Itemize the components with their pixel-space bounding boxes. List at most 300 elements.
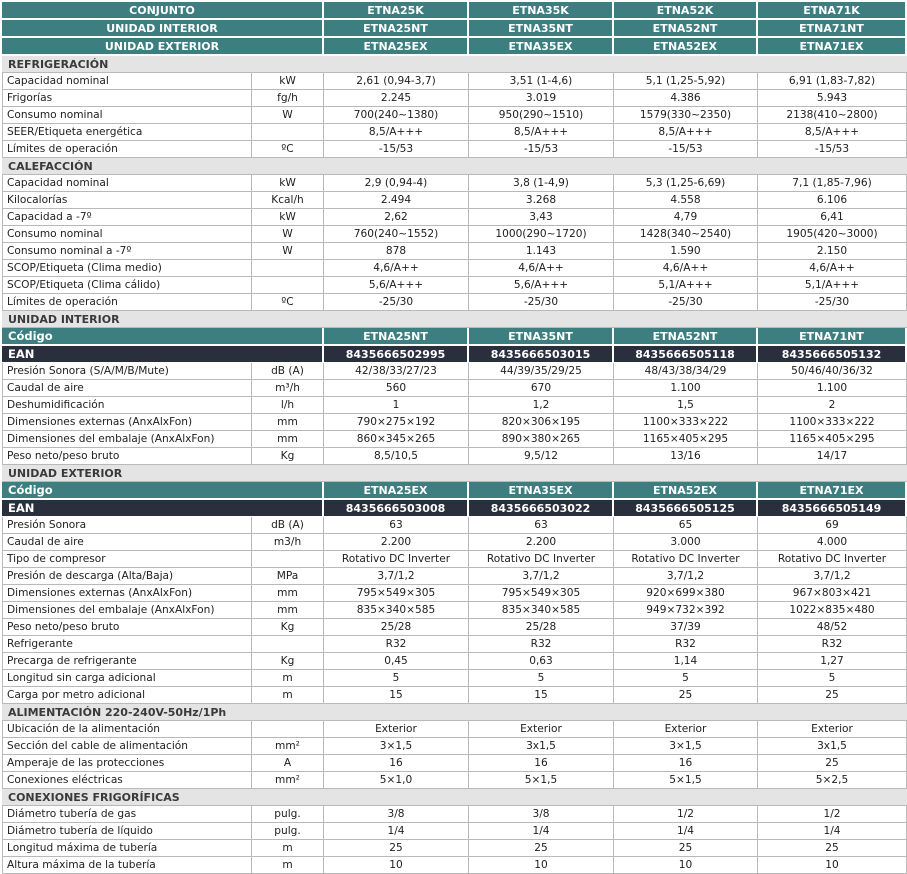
model-code: ETNA71EX [758,38,907,56]
spec-row [2,534,907,551]
spec-label: Límites de operación [2,141,252,158]
spec-value: 6.106 [758,192,907,209]
spec-label: Capacidad a -7º [2,209,252,226]
spec-unit: m [252,687,324,704]
spec-row [2,755,907,772]
spec-value: -15/53 [324,141,469,158]
spec-value: Exterior [614,721,758,738]
section-title: ALIMENTACIÓN 220-240V-50Hz/1Ph [2,704,907,721]
spec-unit: kW [252,73,324,90]
spec-unit: pulg. [252,823,324,840]
spec-value: 2.200 [324,534,469,551]
spec-value: 795×549×305 [469,585,614,602]
spec-unit: Kg [252,619,324,636]
spec-value: R32 [758,636,907,653]
spec-value: 44/39/35/29/25 [469,363,614,380]
spec-label: Carga por metro adicional [2,687,252,704]
spec-value: 5,6/A+++ [469,277,614,294]
spec-value: 4.000 [758,534,907,551]
spec-label: Tipo de compresor [2,551,252,568]
spec-unit: ºC [252,294,324,311]
spec-label: Consumo nominal a -7º [2,243,252,260]
spec-value: 760(240~1552) [324,226,469,243]
section-title: CONEXIONES FRIGORÍFICAS [2,789,907,806]
spec-label: Amperaje de las protecciones [2,755,252,772]
spec-value: -25/30 [758,294,907,311]
spec-label: Presión Sonora [2,517,252,534]
header-label: EAN [2,346,324,363]
spec-value: 3x1,5 [758,738,907,755]
spec-row [2,670,907,687]
spec-value: 15 [324,687,469,704]
spec-value: 25 [324,840,469,857]
section-header-row [2,311,907,328]
spec-value: 37/39 [614,619,758,636]
spec-value: 560 [324,380,469,397]
spec-unit: pulg. [252,806,324,823]
spec-value: -15/53 [614,141,758,158]
spec-value: 3.268 [469,192,614,209]
spec-unit: l/h [252,397,324,414]
spec-value: 1,5 [614,397,758,414]
model-code: ETNA25NT [324,328,469,346]
spec-value: 3,7/1,2 [614,568,758,585]
spec-value: R32 [469,636,614,653]
spec-unit: mm [252,431,324,448]
spec-value: 790×275×192 [324,414,469,431]
model-code: 8435666503022 [469,500,614,517]
section-title: UNIDAD EXTERIOR [2,465,907,482]
spec-value: 5×1,5 [614,772,758,789]
model-code: ETNA35NT [469,328,614,346]
spec-row [2,636,907,653]
spec-value: 10 [324,857,469,874]
spec-unit: fg/h [252,90,324,107]
model-code: ETNA71K [758,2,907,20]
model-header-row [2,2,907,20]
spec-unit [252,721,324,738]
spec-value: 835×340×585 [469,602,614,619]
spec-value: 1/4 [324,823,469,840]
spec-value: 2138(410~2800) [758,107,907,124]
spec-value: 1579(330~2350) [614,107,758,124]
spec-table [2,2,907,874]
spec-row [2,260,907,277]
spec-row [2,551,907,568]
spec-value: 9,5/12 [469,448,614,465]
spec-label: Dimensiones externas (AnxAlxFon) [2,414,252,431]
spec-value: Rotativo DC Inverter [469,551,614,568]
spec-value: 69 [758,517,907,534]
spec-value: -15/53 [469,141,614,158]
spec-row [2,294,907,311]
spec-value: 25 [614,687,758,704]
spec-label: Límites de operación [2,294,252,311]
spec-unit: Kcal/h [252,192,324,209]
spec-value: 5×1,5 [469,772,614,789]
model-header-row [2,20,907,38]
spec-value: 25 [758,840,907,857]
spec-value: 25 [614,840,758,857]
spec-value: Rotativo DC Inverter [324,551,469,568]
spec-row [2,243,907,260]
model-code: ETNA71NT [758,20,907,38]
spec-value: 1,2 [469,397,614,414]
spec-label: Diámetro tubería de gas [2,806,252,823]
spec-unit: mm² [252,772,324,789]
spec-value: 1428(340~2540) [614,226,758,243]
spec-value: 65 [614,517,758,534]
spec-value: 4,79 [614,209,758,226]
spec-value: 1/4 [469,823,614,840]
section-title: CALEFACCIÓN [2,158,907,175]
spec-value: 670 [469,380,614,397]
spec-value: 8,5/A+++ [758,124,907,141]
spec-unit: Kg [252,448,324,465]
spec-value: 42/38/33/27/23 [324,363,469,380]
spec-value: 1.590 [614,243,758,260]
spec-value: R32 [614,636,758,653]
spec-label: Capacidad nominal [2,73,252,90]
spec-row [2,806,907,823]
model-code: 8435666505125 [614,500,758,517]
spec-row [2,363,907,380]
spec-unit: W [252,243,324,260]
spec-value: 3.019 [469,90,614,107]
spec-unit: mm [252,602,324,619]
spec-label: Precarga de refrigerante [2,653,252,670]
spec-label: Longitud sin carga adicional [2,670,252,687]
spec-value: 8,5/A+++ [614,124,758,141]
spec-unit: A [252,755,324,772]
spec-value: 13/16 [614,448,758,465]
spec-value: 2,61 (0,94-3,7) [324,73,469,90]
spec-value: 1/4 [614,823,758,840]
spec-value: 1165×405×295 [614,431,758,448]
spec-value: 5 [758,670,907,687]
model-code: 8435666505132 [758,346,907,363]
spec-value: 4.386 [614,90,758,107]
spec-value: 16 [469,755,614,772]
spec-value: 3,7/1,2 [324,568,469,585]
spec-label: Frigorías [2,90,252,107]
spec-unit: m [252,840,324,857]
spec-value: -15/53 [758,141,907,158]
spec-row [2,772,907,789]
spec-value: 2.245 [324,90,469,107]
spec-unit [252,551,324,568]
spec-value: 50/46/40/36/32 [758,363,907,380]
spec-value: 835×340×585 [324,602,469,619]
spec-value: 700(240~1380) [324,107,469,124]
spec-value: 1,14 [614,653,758,670]
section-header-row [2,158,907,175]
spec-value: 3,51 (1-4,6) [469,73,614,90]
header-label: Código [2,328,324,346]
spec-label: Peso neto/peso bruto [2,448,252,465]
spec-value: 2 [758,397,907,414]
spec-row [2,226,907,243]
spec-unit: m3/h [252,534,324,551]
model-code: 8435666505149 [758,500,907,517]
spec-unit [252,277,324,294]
spec-row [2,823,907,840]
spec-row [2,653,907,670]
spec-unit: W [252,107,324,124]
spec-value: 4,6/A++ [469,260,614,277]
spec-value: Rotativo DC Inverter [614,551,758,568]
spec-label: Presión de descarga (Alta/Baja) [2,568,252,585]
spec-value: 3/8 [324,806,469,823]
spec-value: 5,1/A+++ [614,277,758,294]
spec-value: 0,45 [324,653,469,670]
spec-label: Dimensiones del embalaje (AnxAlxFon) [2,602,252,619]
spec-value: 14/17 [758,448,907,465]
spec-row [2,141,907,158]
spec-unit [252,124,324,141]
spec-value: 5 [614,670,758,687]
spec-value: 6,41 [758,209,907,226]
spec-row [2,90,907,107]
spec-row [2,380,907,397]
spec-value: 7,1 (1,85-7,96) [758,175,907,192]
ean-row [2,500,907,517]
spec-label: Consumo nominal [2,107,252,124]
model-code: ETNA52NT [614,328,758,346]
spec-row [2,124,907,141]
spec-value: 5×2,5 [758,772,907,789]
spec-value: 3,8 (1-4,9) [469,175,614,192]
spec-value: 795×549×305 [324,585,469,602]
model-code: 8435666502995 [324,346,469,363]
section-header-row [2,704,907,721]
spec-label: Deshumidificación [2,397,252,414]
model-code: ETNA25K [324,2,469,20]
spec-value: 3,7/1,2 [469,568,614,585]
spec-value: 25 [469,840,614,857]
spec-value: 5,1 (1,25-5,92) [614,73,758,90]
model-code: ETNA35EX [469,38,614,56]
spec-value: 2,62 [324,209,469,226]
spec-value: 1/2 [758,806,907,823]
spec-label: Dimensiones externas (AnxAlxFon) [2,585,252,602]
spec-value: -25/30 [469,294,614,311]
spec-label: Presión Sonora (S/A/M/B/Mute) [2,363,252,380]
model-code: ETNA52K [614,2,758,20]
spec-unit: Kg [252,653,324,670]
spec-value: 950(290~1510) [469,107,614,124]
spec-value: 1.100 [614,380,758,397]
spec-value: 1100×333×222 [614,414,758,431]
spec-label: Kilocalorías [2,192,252,209]
spec-unit [252,636,324,653]
spec-label: SEER/Etiqueta energética [2,124,252,141]
spec-value: 3×1,5 [614,738,758,755]
spec-value: 63 [469,517,614,534]
spec-label: SCOP/Etiqueta (Clima medio) [2,260,252,277]
spec-row [2,585,907,602]
spec-value: 1905(420~3000) [758,226,907,243]
spec-value: 10 [758,857,907,874]
spec-value: 5,3 (1,25-6,69) [614,175,758,192]
section-title: UNIDAD INTERIOR [2,311,907,328]
spec-value: 10 [469,857,614,874]
spec-value: 25 [758,687,907,704]
spec-row [2,687,907,704]
header-label: Código [2,482,324,500]
model-code: ETNA71EX [758,482,907,500]
spec-unit: dB (A) [252,517,324,534]
spec-value: 1.100 [758,380,907,397]
spec-value: 10 [614,857,758,874]
spec-value: 5×1,0 [324,772,469,789]
model-header-row [2,328,907,346]
spec-value: 0,63 [469,653,614,670]
model-code: ETNA25EX [324,38,469,56]
spec-value: 2.494 [324,192,469,209]
model-code: ETNA35EX [469,482,614,500]
model-code: ETNA35K [469,2,614,20]
model-code: ETNA52NT [614,20,758,38]
spec-value: 25 [758,755,907,772]
section-header-row [2,465,907,482]
spec-value: 1,27 [758,653,907,670]
spec-value: 3.000 [614,534,758,551]
spec-label: Caudal de aire [2,380,252,397]
spec-value: 16 [614,755,758,772]
spec-value: 8,5/10,5 [324,448,469,465]
header-label: UNIDAD INTERIOR [2,20,324,38]
spec-value: 48/52 [758,619,907,636]
spec-row [2,448,907,465]
spec-value: 1/2 [614,806,758,823]
spec-value: 860×345×265 [324,431,469,448]
model-header-row [2,38,907,56]
spec-unit: m [252,857,324,874]
spec-value: 48/43/38/34/29 [614,363,758,380]
spec-row [2,840,907,857]
spec-value: Exterior [469,721,614,738]
spec-row [2,619,907,636]
spec-label: Ubicación de la alimentación [2,721,252,738]
spec-value: 5,1/A+++ [758,277,907,294]
spec-value: Exterior [758,721,907,738]
header-label: CONJUNTO [2,2,324,20]
spec-value: 4,6/A++ [614,260,758,277]
spec-unit: ºC [252,141,324,158]
spec-value: 2,9 (0,94-4) [324,175,469,192]
spec-unit: W [252,226,324,243]
model-code: ETNA52EX [614,482,758,500]
spec-value: 8,5/A+++ [469,124,614,141]
model-code: 8435666503008 [324,500,469,517]
spec-row [2,857,907,874]
spec-value: R32 [324,636,469,653]
spec-value: 2.200 [469,534,614,551]
spec-value: 5,6/A+++ [324,277,469,294]
section-header-row [2,789,907,806]
spec-value: 5 [324,670,469,687]
spec-value: 16 [324,755,469,772]
spec-value: 820×306×195 [469,414,614,431]
spec-label: SCOP/Etiqueta (Clima cálido) [2,277,252,294]
spec-row [2,73,907,90]
spec-unit: mm [252,585,324,602]
model-code: ETNA52EX [614,38,758,56]
model-code: 8435666505118 [614,346,758,363]
spec-label: Consumo nominal [2,226,252,243]
model-header-row [2,482,907,500]
spec-value: 3/8 [469,806,614,823]
spec-value: 1.143 [469,243,614,260]
spec-value: -25/30 [614,294,758,311]
spec-label: Capacidad nominal [2,175,252,192]
spec-value: 949×732×392 [614,602,758,619]
spec-label: Dimensiones del embalaje (AnxAlxFon) [2,431,252,448]
spec-unit: m³/h [252,380,324,397]
spec-row [2,277,907,294]
spec-unit: mm [252,414,324,431]
spec-row [2,568,907,585]
spec-label: Caudal de aire [2,534,252,551]
spec-value: 3,7/1,2 [758,568,907,585]
spec-value: 4,6/A++ [324,260,469,277]
section-header-row [2,56,907,73]
spec-value: 967×803×421 [758,585,907,602]
spec-label: Longitud máxima de tubería [2,840,252,857]
spec-value: Exterior [324,721,469,738]
spec-value: 8,5/A+++ [324,124,469,141]
spec-row [2,721,907,738]
ean-row [2,346,907,363]
spec-value: -25/30 [324,294,469,311]
spec-value: 25/28 [469,619,614,636]
spec-unit: m [252,670,324,687]
spec-value: 1165×405×295 [758,431,907,448]
spec-value: 25/28 [324,619,469,636]
spec-row [2,209,907,226]
spec-label: Conexiones eléctricas [2,772,252,789]
model-code: ETNA71NT [758,328,907,346]
spec-row [2,602,907,619]
spec-row [2,738,907,755]
spec-value: 878 [324,243,469,260]
spec-unit: mm² [252,738,324,755]
spec-label: Altura máxima de la tubería [2,857,252,874]
spec-row [2,192,907,209]
model-code: ETNA25EX [324,482,469,500]
spec-value: 15 [469,687,614,704]
spec-value: 3,43 [469,209,614,226]
spec-row [2,107,907,124]
spec-value: 1022×835×480 [758,602,907,619]
spec-value: 4.558 [614,192,758,209]
model-code: ETNA35NT [469,20,614,38]
model-code: ETNA25NT [324,20,469,38]
header-label: UNIDAD EXTERIOR [2,38,324,56]
spec-value: 890×380×265 [469,431,614,448]
spec-unit: MPa [252,568,324,585]
spec-unit [252,260,324,277]
spec-row [2,414,907,431]
spec-unit: kW [252,175,324,192]
spec-value: 1000(290~1720) [469,226,614,243]
spec-label: Refrigerante [2,636,252,653]
spec-label: Diámetro tubería de líquido [2,823,252,840]
spec-value: 63 [324,517,469,534]
spec-value: 2.150 [758,243,907,260]
spec-label: Peso neto/peso bruto [2,619,252,636]
